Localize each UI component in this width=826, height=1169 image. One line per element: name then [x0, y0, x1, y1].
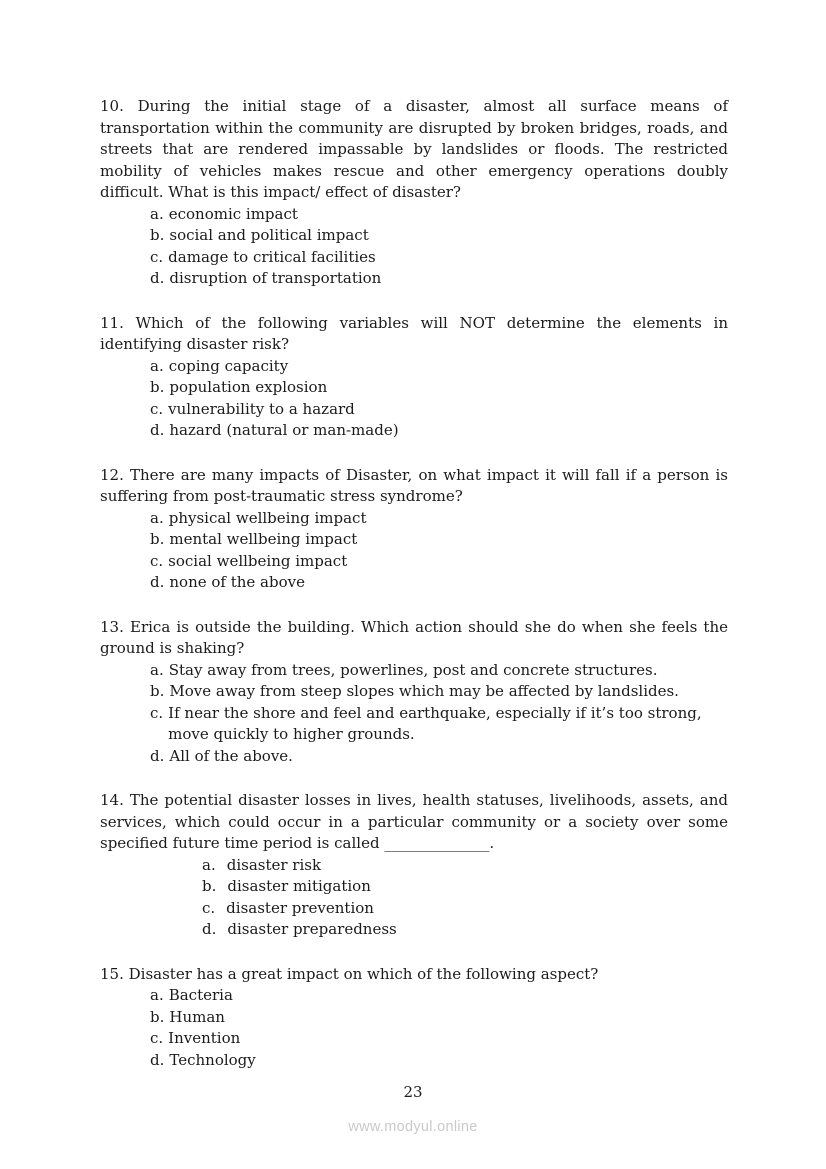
option-row	[150, 660, 728, 682]
option-text: economic impact	[168, 204, 298, 223]
option-text: disaster mitigation	[227, 877, 371, 895]
page-number: 23	[403, 1083, 423, 1101]
options-list	[100, 204, 728, 290]
question-text	[100, 964, 728, 986]
option-text: physical wellbeing impact	[168, 508, 367, 527]
option-row	[202, 898, 728, 920]
option-row	[202, 919, 728, 941]
option-letter: d.	[150, 746, 165, 765]
option-letter: c.	[150, 399, 164, 418]
option-letter: d.	[150, 269, 165, 287]
question-number: 13.	[100, 617, 124, 636]
option-letter: c.	[150, 247, 164, 266]
option-row	[150, 551, 728, 573]
question-body: During the initial stage of a disaster, almost all surface means of transportation within the community are disrupted by broken bridges, roads, and streets that are rendered impassable by landslides or floods. The restricted mobility of vehicles makes rescue and other emergency operations doubly difficult. What is this impact/ effect of disaster?	[100, 97, 728, 201]
option-row	[202, 855, 728, 877]
option-text: vulnerability to a hazard	[168, 399, 355, 418]
options-list	[100, 855, 728, 941]
option-text: Technology	[169, 1050, 256, 1069]
option-letter: d.	[202, 920, 217, 938]
option-text: Human	[169, 1007, 225, 1026]
question-number: 15.	[100, 964, 124, 983]
option-letter: a.	[150, 660, 164, 679]
option-row	[150, 420, 728, 442]
document-page	[100, 96, 728, 1094]
option-row	[150, 681, 728, 703]
question-text	[100, 465, 728, 508]
option-row	[150, 508, 728, 530]
option-row	[150, 356, 728, 378]
options-list	[100, 985, 728, 1071]
option-letter: c.	[150, 703, 164, 722]
question-number: 11.	[100, 313, 124, 332]
option-row	[202, 876, 728, 898]
option-row	[150, 572, 728, 594]
question-text	[100, 96, 728, 204]
option-letter: b.	[150, 226, 165, 244]
option-text: population explosion	[169, 378, 328, 396]
option-row	[150, 1028, 728, 1050]
option-row	[150, 204, 728, 226]
option-letter: a.	[150, 356, 164, 375]
option-text: disruption of transportation	[169, 269, 382, 287]
option-text: disaster risk	[226, 855, 322, 874]
option-letter: a.	[150, 986, 164, 1004]
question-block-12	[100, 465, 728, 594]
question-body: There are many impacts of Disaster, on what impact it will fall if a person is suffering from post-traumatic stress syndrome?	[100, 465, 728, 505]
option-letter: c.	[202, 898, 216, 917]
option-letter: b.	[150, 378, 165, 396]
option-row	[150, 399, 728, 421]
option-text: If near the shore and feel and earthquake, especially if it’s too strong, move quickly to higher grounds.	[168, 703, 702, 743]
option-letter: d.	[150, 1050, 165, 1069]
question-block-14	[100, 790, 728, 941]
option-text: All of the above.	[169, 746, 293, 765]
option-text: Bacteria	[168, 986, 233, 1004]
option-text: Invention	[168, 1029, 241, 1047]
option-row	[150, 225, 728, 247]
option-letter: b.	[150, 682, 165, 700]
question-block-11	[100, 313, 728, 442]
option-letter: b.	[150, 530, 165, 548]
option-row	[150, 529, 728, 551]
option-text: disaster preparedness	[227, 920, 397, 938]
option-row	[150, 746, 728, 768]
option-letter: a.	[150, 204, 164, 223]
option-text: none of the above	[169, 573, 305, 591]
option-text: mental wellbeing impact	[169, 530, 358, 548]
option-text: social wellbeing impact	[168, 551, 348, 570]
option-row	[150, 985, 728, 1007]
option-letter: d.	[150, 573, 165, 591]
option-letter: b.	[202, 877, 217, 895]
option-text: damage to critical facilities	[168, 247, 376, 266]
question-body: Erica is outside the building. Which action should she do when she feels the ground is shaking?	[100, 617, 728, 657]
question-text	[100, 313, 728, 356]
option-row	[150, 377, 728, 399]
options-list	[100, 356, 728, 442]
question-block-13	[100, 617, 728, 768]
option-letter: a.	[150, 508, 164, 527]
option-row	[150, 703, 728, 746]
question-body: Which of the following variables will NOT determine the elements in identifying disaster risk?	[100, 313, 728, 353]
option-text: hazard (natural or man-made)	[169, 421, 399, 439]
option-letter: c.	[150, 1029, 164, 1047]
question-body: The potential disaster losses in lives, health statuses, livelihoods, assets, and services, which could occur in a particular community or a society over some specified future time period is called ______________.	[100, 791, 728, 852]
option-text: Stay away from trees, powerlines, post and concrete structures.	[168, 660, 658, 679]
question-number: 14.	[100, 791, 124, 809]
question-block-10	[100, 96, 728, 290]
option-letter: c.	[150, 551, 164, 570]
option-text: disaster prevention	[226, 898, 374, 917]
question-block-15	[100, 964, 728, 1072]
options-list	[100, 660, 728, 768]
option-letter: d.	[150, 421, 165, 439]
option-row	[150, 268, 728, 290]
option-text: Move away from steep slopes which may be affected by landslides.	[169, 682, 679, 700]
question-body: Disaster has a great impact on which of the following aspect?	[128, 964, 599, 983]
option-letter: a.	[202, 855, 216, 874]
option-text: social and political impact	[169, 226, 369, 244]
option-row	[150, 1050, 728, 1072]
question-number: 12.	[100, 465, 124, 484]
question-text	[100, 617, 728, 660]
question-number: 10.	[100, 97, 124, 115]
question-text	[100, 790, 728, 855]
option-row	[150, 1007, 728, 1029]
option-text: coping capacity	[168, 356, 289, 375]
option-row	[150, 247, 728, 269]
watermark-text: www.modyul.online	[348, 1119, 478, 1135]
option-letter: b.	[150, 1007, 165, 1026]
options-list	[100, 508, 728, 594]
